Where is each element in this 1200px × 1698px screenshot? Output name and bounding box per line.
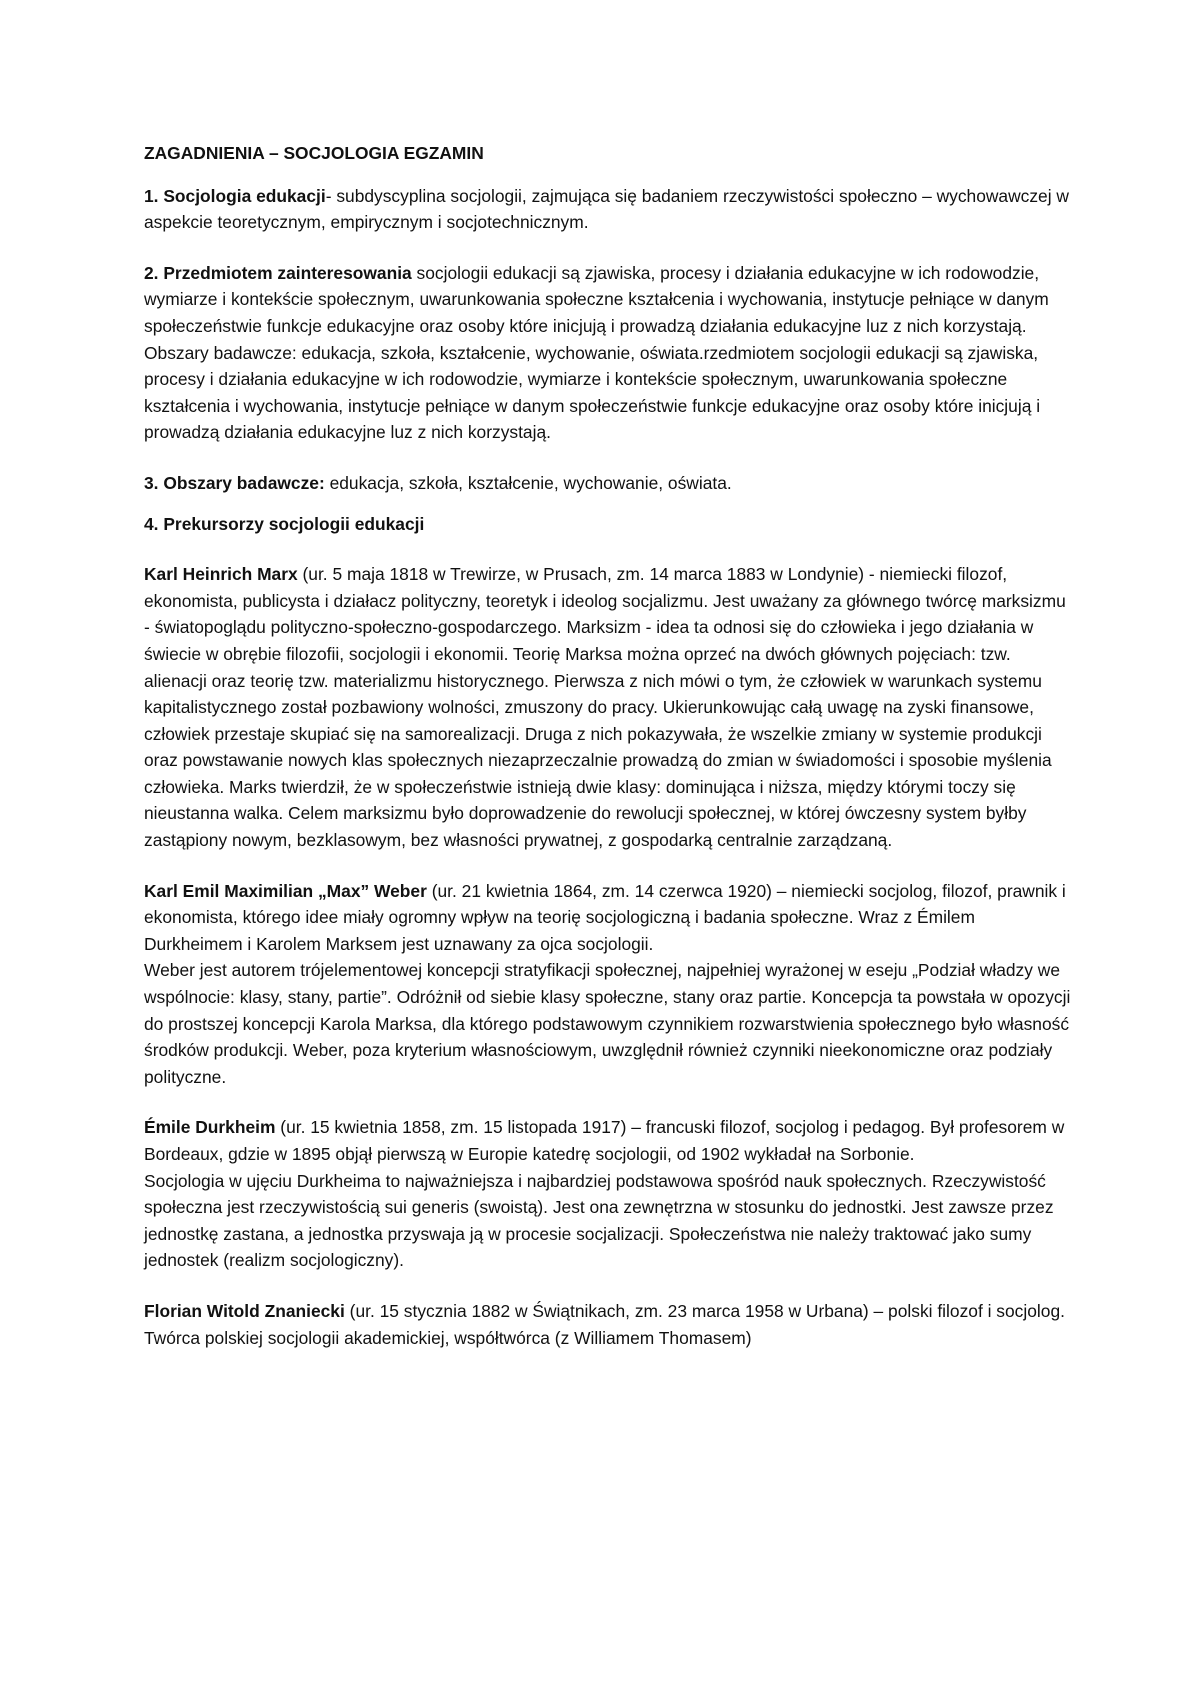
- document-title: ZAGADNIENIA – SOCJOLOGIA EGZAMIN: [144, 143, 484, 163]
- section-1-heading: 1. Socjologia edukacji: [144, 185, 326, 206]
- durkheim-name: Émile Durkheim: [144, 1117, 276, 1138]
- section-1-text: - subdyscyplina socjologii, zajmująca się badaniem rzeczywistości społeczno – wychowawczej w aspekcie teoretycznym, empirycznym i socjotechnicznym.: [144, 185, 1069, 233]
- znaniecki-text: (ur. 15 stycznia 1882 w Świątnikach, zm. 23 marca 1958 w Urbana) – polski filozof i socjolog. Twórca polskiej socjologii akademickiej, współtwórca (z Williamem Thomasem): [144, 1300, 1065, 1348]
- section-1: [144, 183, 1074, 236]
- section-2-heading: 2. Przedmiotem zainteresowania: [144, 262, 412, 283]
- weber-text-2: Weber jest autorem trójelementowej koncepcji stratyfikacji społecznej, najpełniej wyrażonej w eseju „Podział władzy we wspólnocie: klasy, stany, partie”. Odróżnił od siebie klasy społeczne, stany oraz partie. Koncepcja ta powstała w opozycji do prostszej koncepcji Karola Marksa, dla którego podstawowym czynnikiem rozwarstwienia społecznego było własność środków produkcji. Weber, poza kryterium własnościowym, uwzględnił również czynniki nieekonomiczne oraz podziały polityczne.: [144, 960, 1071, 1087]
- section-2: [144, 260, 1074, 446]
- marx-text: (ur. 5 maja 1818 w Trewirze, w Prusach, zm. 14 marca 1883 w Londynie) - niemiecki filozof, ekonomista, publicysta i działacz polityczny, teoretyk i ideolog socjalizmu. Jest uważany za głównego twórcę marksizmu - światopoglądu polityczno-społeczno-gospodarczego. Marksizm - idea ta odnosi się do człowieka i jego działania w świecie w obrębie filozofii, socjologii i ekonomii. Teorię Marksa można oprzeć na dwóch głównych pojęciach: tzw. alienacji oraz teorię tzw. materializmu historycznego. Pierwsza z nich mówi o tym, że człowiek w warunkach systemu kapitalistycznego został pozbawiony wolności, zmuszony do pracy. Ukierunkowując całą uwagę na zyski finansowe, człowiek przestaje skupiać się na samorealizacji. Druga z nich pokazywała, że wszelkie zmiany w systemie produkcji oraz powstawanie nowych klas społecznych niezaprzeczalnie prowadzą do zmian w świadomości i sposobie myślenia człowieka. Marks twierdził, że w społeczeństwie istnieją dwie klasy: dominująca i niższa, między którymi toczy się nieustanna walka. Celem marksizmu było doprowadzenie do rewolucji społecznej, w której ówczesny system byłby zastąpiony nowym, bezklasowym, bez własności prywatnej, z gospodarką centralnie zarządzaną.: [144, 564, 1066, 851]
- marx-name: Karl Heinrich Marx: [144, 564, 298, 585]
- paragraph-weber: [144, 878, 1074, 958]
- paragraph-durkheim: [144, 1114, 1074, 1167]
- section-3-heading: 3. Obszary badawcze:: [144, 472, 325, 493]
- weber-text-1: (ur. 21 kwietnia 1864, zm. 14 czerwca 1920) – niemiecki socjolog, filozof, prawnik i ekonomista, którego idee miały ogromny wpływ na teorię socjologiczną i badania społeczne. Wraz z Émilem Durkheimem i Karolem Marksem jest uznawany za ojca socjologii.: [144, 880, 1066, 954]
- section-3-text: edukacja, szkoła, kształcenie, wychowanie, oświata.: [324, 472, 732, 493]
- weber-name: Karl Emil Maximilian „Max” Weber: [144, 880, 427, 901]
- paragraph-weber-2: [144, 957, 1074, 1090]
- durkheim-text-1: (ur. 15 kwietnia 1858, zm. 15 listopada 1917) – francuski filozof, socjolog i pedagog. Był profesorem w Bordeaux, gdzie w 1895 objął pierwszą w Europie katedrę socjologii, od 1902 wykładał na Sorbonie.: [144, 1117, 1065, 1164]
- paragraph-marx: [144, 561, 1074, 854]
- durkheim-text-2: Socjologia w ujęciu Durkheima to najważniejsza i najbardziej podstawowa spośród nauk społecznych. Rzeczywistość społeczna jest rzeczywistością sui generis (swoistą). Jest ona zewnętrzna w stosunku do jednostki. Jest zawsze przez jednostkę zastana, a jednostka przyswaja ją w procesie socjalizacji. Społeczeństwa nie należy traktować jako sumy jednostek (realizm socjologiczny).: [144, 1170, 1054, 1271]
- section-4-heading: 4. Prekursorzy socjologii edukacji: [144, 513, 425, 534]
- section-3: [144, 470, 1074, 497]
- section-2-text: socjologii edukacji są zjawiska, procesy i działania edukacyjne w ich rodowodzie, wymiarze i kontekście społecznym, uwarunkowania społeczne kształcenia i wychowania, instytucje pełniące w danym społeczeństwie funkcje edukacyjne oraz osoby które inicjują i prowadzą działania edukacyjne luz z nich korzystają. Obszary badawcze: edukacja, szkoła, kształcenie, wychowanie, oświata.rzedmiotem socjologii edukacji są zjawiska, procesy i działania edukacyjne w ich rodowodzie, wymiarze i kontekście społecznym, uwarunkowania społeczne kształcenia i wychowania, instytucje pełniące w danym społeczeństwie funkcje edukacyjne oraz osoby które inicjują i prowadzą działania edukacyjne luz z nich korzystają.: [144, 262, 1049, 443]
- paragraph-durkheim-2: [144, 1168, 1074, 1274]
- znaniecki-name: Florian Witold Znaniecki: [144, 1300, 345, 1321]
- paragraph-znaniecki: [144, 1298, 1074, 1351]
- section-4: [144, 511, 1074, 538]
- document-body: [144, 140, 1074, 1351]
